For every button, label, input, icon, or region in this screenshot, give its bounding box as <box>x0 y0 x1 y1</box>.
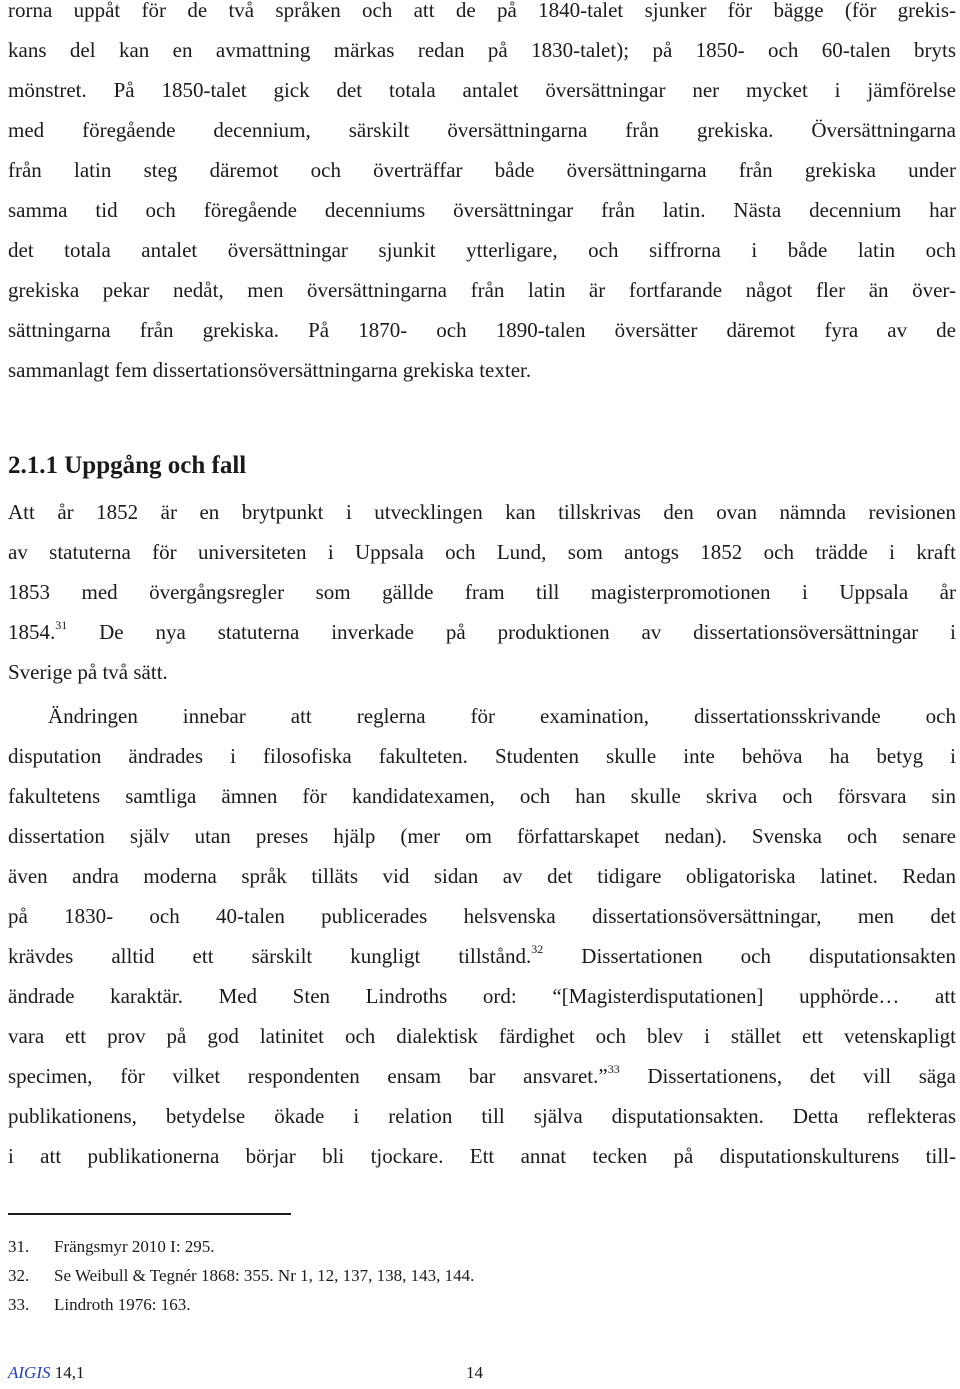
footnote-number: 33. <box>8 1295 30 1314</box>
text-line: med föregående decennium, särskilt översättningarna från grekiska. Översättningarna <box>8 118 956 142</box>
text-line: publikationens, betydelse ökade i relation till själva disputationsakten. Detta reflekteras <box>8 1104 956 1128</box>
text-line: sammanlagt fem dissertationsöversättningarna grekiska texter. <box>8 358 532 382</box>
journal-name[interactable]: AIGIS <box>8 1363 51 1382</box>
text-line: vara ett prov på god latinitet och dialektisk färdighet och blev i stället ett vetenskapligt <box>8 1024 956 1048</box>
text-segment: krävdes alltid ett särskilt kungligt tillstånd. <box>8 944 532 968</box>
text-line <box>8 1056 956 1096</box>
text-line: grekiska pekar nedåt, men översättningarna från latin är fortfarande något fler än över- <box>8 278 956 302</box>
text-line: mönstret. På 1850-talet gick det totala antalet översättningar ner mycket i jämförelse <box>8 78 956 102</box>
text-line: samma tid och föregående decenniums översättningar från latin. Nästa decennium har <box>8 198 956 222</box>
footnote-ref-33[interactable]: 33 <box>607 1062 620 1076</box>
text-segment: 1854. <box>8 620 56 644</box>
text-line: 1853 med övergångsregler som gällde fram till magisterpromotionen i Uppsala år <box>8 580 956 604</box>
text-line: sättningarna från grekiska. På 1870- och 1890-talen översätter däremot fyra av de <box>8 318 956 342</box>
text-line: Sverige på två sätt. <box>8 660 168 684</box>
text-line: från latin steg däremot och överträffar både översättningarna från grekiska under <box>8 158 956 182</box>
footnote-32 <box>8 1261 956 1290</box>
page-number: 14 <box>466 1363 483 1382</box>
footnote-31 <box>8 1232 956 1261</box>
text-segment: Dissertationen och disputationsakten <box>543 944 956 968</box>
paragraph-2 <box>8 696 956 1176</box>
text-line: fakultetens samtliga ämnen för kandidatexamen, och han skulle skriva och försvara sin <box>8 784 956 808</box>
text-line: ändrade karaktär. Med Sten Lindroths ord: “[Magisterdisputationen] upphörde… att <box>8 984 956 1008</box>
paragraph-1 <box>8 492 956 692</box>
text-line: disputation ändrades i filosofiska fakulteten. Studenten skulle inte behöva ha betyg i <box>8 744 956 768</box>
text-line: Ändringen innebar att reglerna för examination, dissertationsskrivande och <box>48 704 956 728</box>
text-line <box>8 612 956 652</box>
text-line: i att publikationerna börjar bli tjockare. Ett annat tecken på disputationskulturens till- <box>8 1144 956 1168</box>
footnote-text: Frängsmyr 2010 I: 295. <box>54 1237 215 1256</box>
text-line: rorna uppåt för de två språken och att de på 1840-talet sjunker för bägge (för grekis- <box>8 0 956 22</box>
journal-volume: 14,1 <box>50 1363 85 1382</box>
text-line: kans del kan en avmattning märkas redan på 1830-talet); på 1850- och 60-talen bryts <box>8 38 956 62</box>
footnote-number: 31. <box>8 1237 30 1256</box>
intro-paragraph <box>8 0 956 390</box>
text-line: det totala antalet översättningar sjunkit ytterligare, och siffrorna i både latin och <box>8 238 956 262</box>
text-line <box>8 936 956 976</box>
footnote-divider <box>8 1213 291 1215</box>
footnote-text: Lindroth 1976: 163. <box>54 1295 191 1314</box>
text-segment: specimen, för vilket respondenten ensam bar ansvaret.” <box>8 1064 608 1088</box>
footnote-ref-31[interactable]: 31 <box>55 618 68 632</box>
text-segment: Dissertationens, det vill säga <box>619 1064 957 1088</box>
text-line: på 1830- och 40-talen publicerades helsvenska dissertationsöversättningar, men det <box>8 904 956 928</box>
text-line: även andra moderna språk tilläts vid sidan av det tidigare obligatoriska latinet. Redan <box>8 864 956 888</box>
text-segment: De nya statuterna inverkade på produktionen av dissertationsöversättningar i <box>67 620 956 644</box>
footnote-text: Se Weibull & Tegnér 1868: 355. Nr 1, 12, 137, 138, 143, 144. <box>54 1266 475 1285</box>
text-line: av statuterna för universiteten i Uppsala och Lund, som antogs 1852 och trädde i kraft <box>8 540 956 564</box>
section-heading: 2.1.1 Uppgång och fall <box>8 452 247 479</box>
footnotes <box>8 1232 956 1319</box>
page-footer <box>8 1361 956 1385</box>
footnote-ref-32[interactable]: 32 <box>531 942 544 956</box>
text-line: dissertation själv utan preses hjälp (mer om författarskapet nedan). Svenska och senare <box>8 824 956 848</box>
text-line: Att år 1852 är en brytpunkt i utvecklingen kan tillskrivas den ovan nämnda revisionen <box>8 500 956 524</box>
footnote-33 <box>8 1290 956 1319</box>
footnote-number: 32. <box>8 1266 30 1285</box>
